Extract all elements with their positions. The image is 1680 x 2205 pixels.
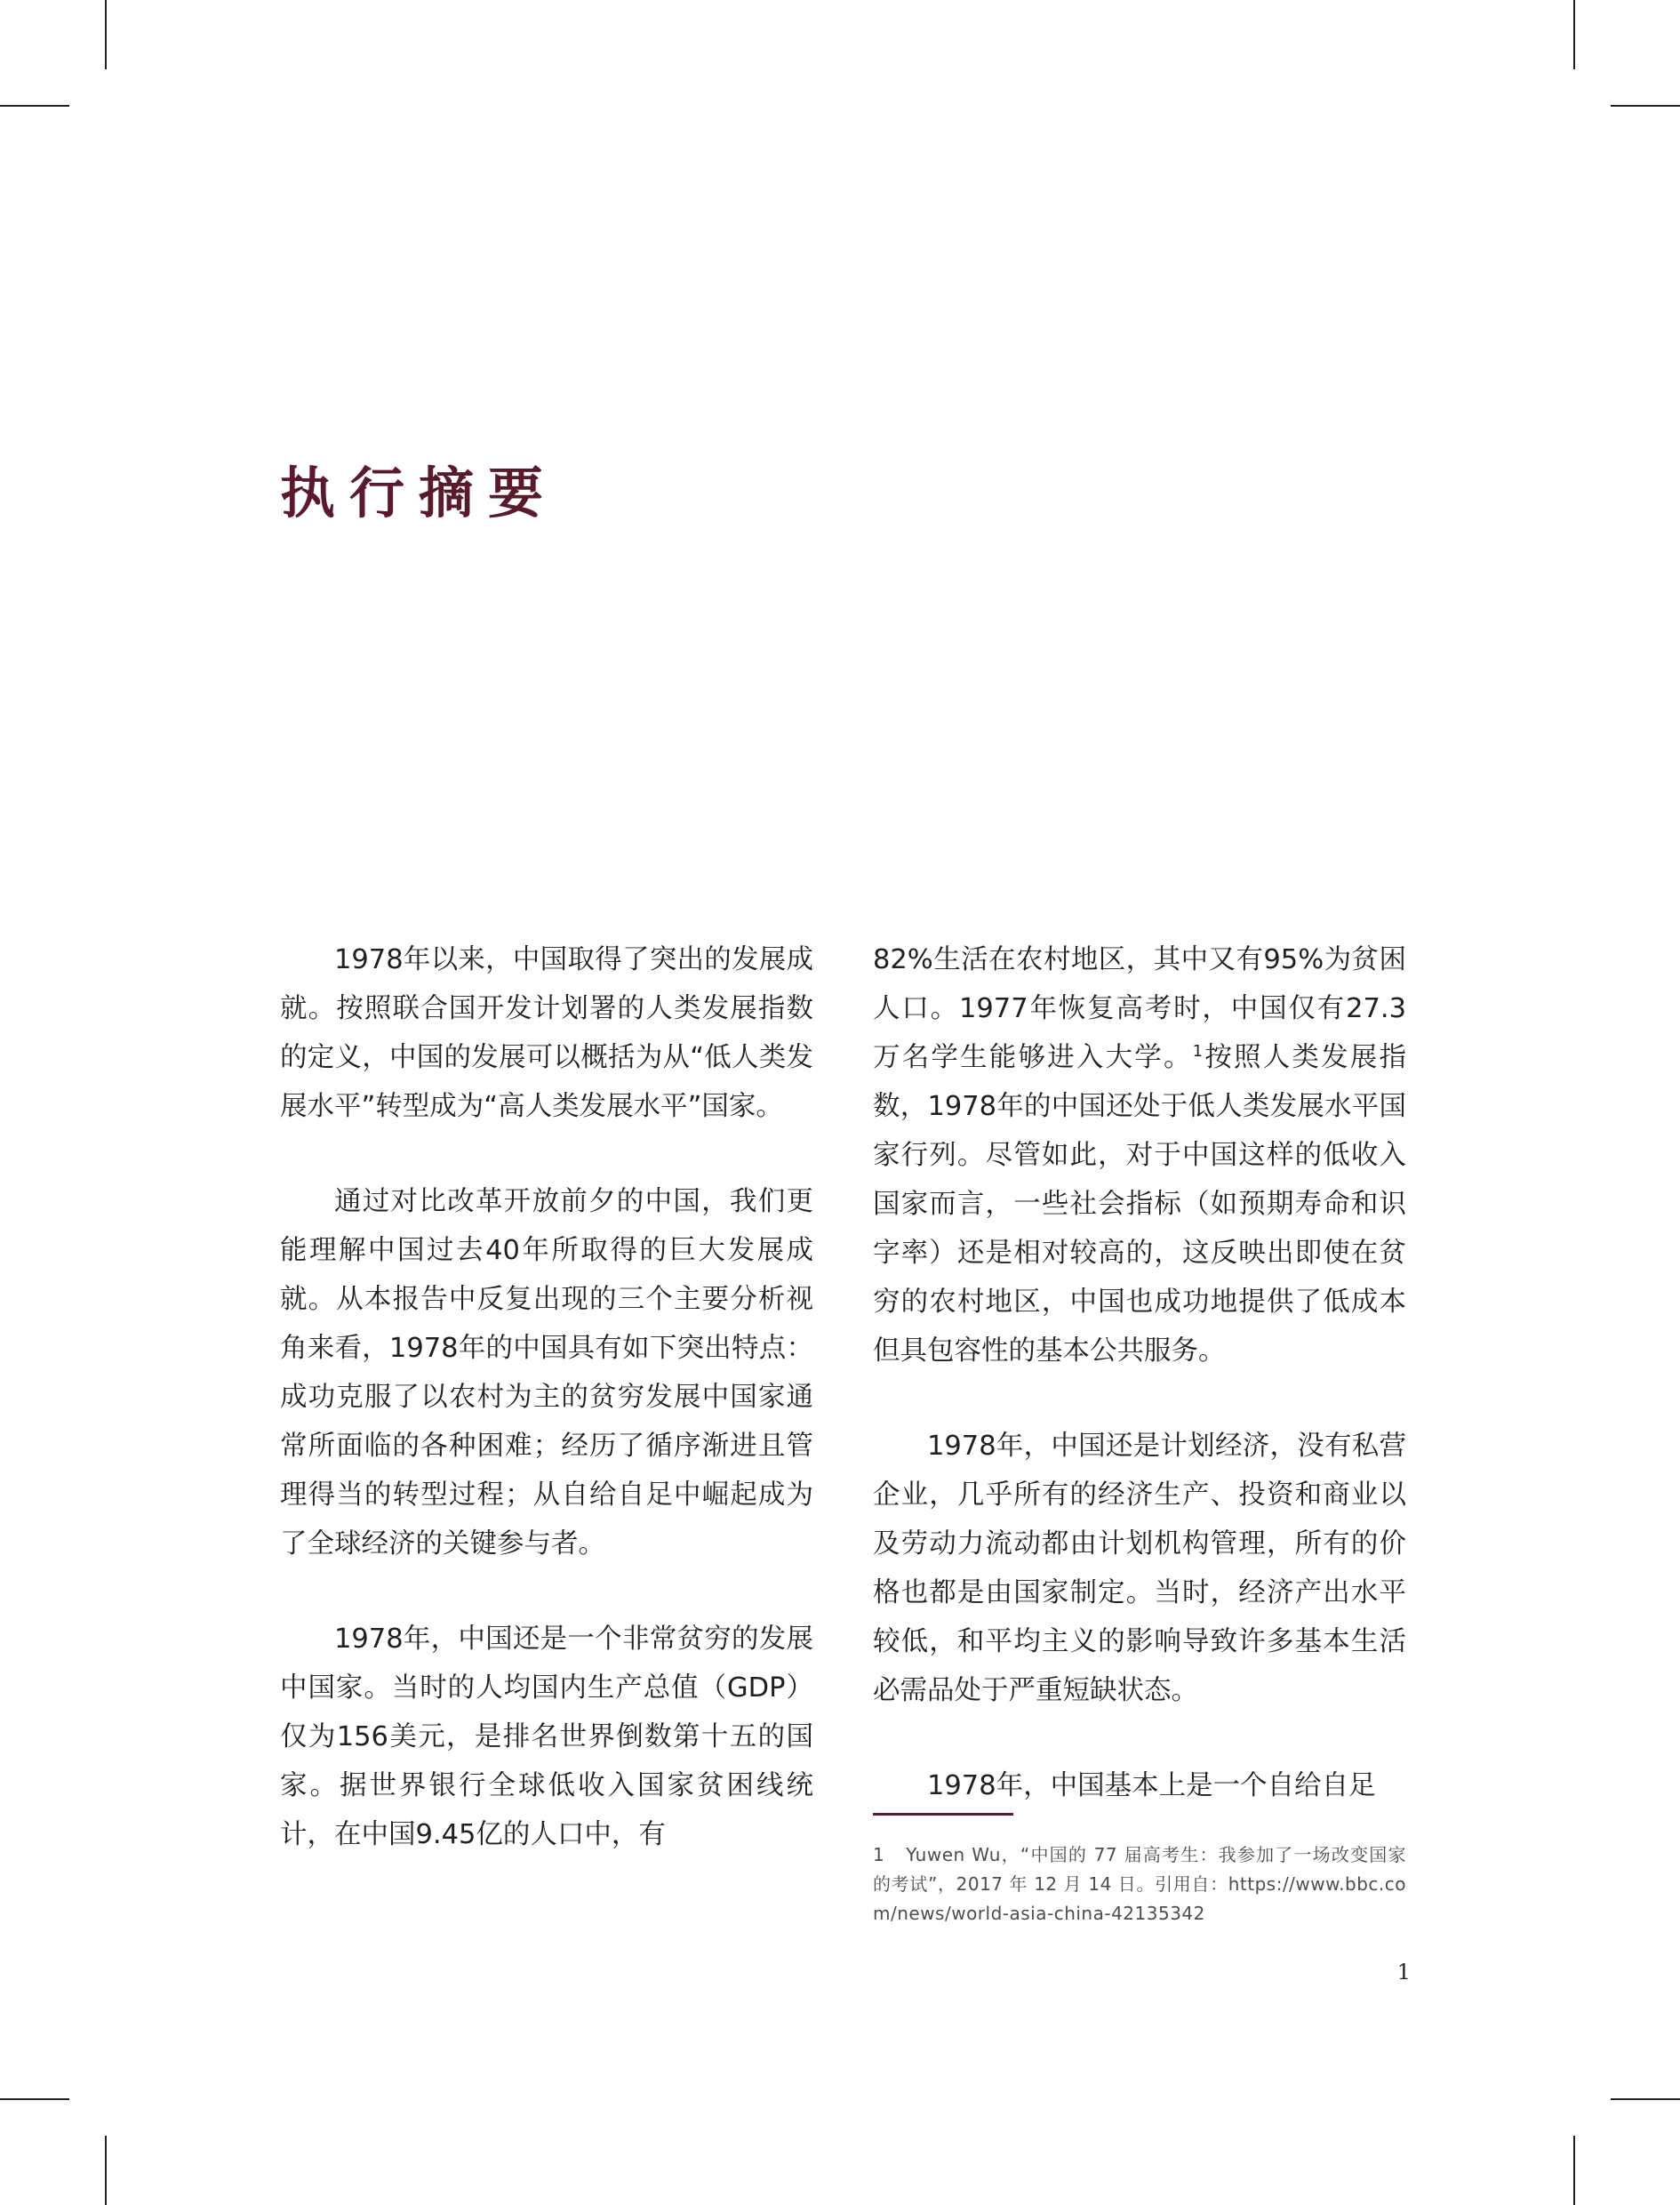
- footnote-text: Yuwen Wu，“中国的 77 届高考生：我参加了一场改变国家的考试”，2017 年 12 月 14 日。引用自：https://www.bbc.com/news/world-asia-china-42135342: [873, 1844, 1406, 1924]
- paragraph: 1978年以来，中国取得了突出的发展成就。按照联合国开发计划署的人类发展指数的定义，中国的发展可以概括为从“低人类发展水平”转型成为“高人类发展水平”国家。: [280, 944, 813, 1122]
- crop-mark: [1611, 105, 1680, 107]
- right-column: [873, 935, 1406, 1810]
- paragraph: 1978年，中国还是一个非常贫穷的发展中国家。当时的人均国内生产总值（GDP）仅为156美元，是排名世界倒数第十五的国家。据世界银行全球低收入国家贫困线统计，在中国9.45亿的人口中，有: [280, 1624, 813, 1850]
- crop-mark: [105, 0, 107, 69]
- crop-mark: [105, 2136, 107, 2205]
- paragraph-text: 按照人类发展指数，1978年的中国还处于低人类发展水平国家行列。尽管如此，对于中国这样的低收入国家而言，一些社会指标（如预期寿命和识字率）还是相对较高的，这反映出即使在贫穷的农村地区，中国也成功地提供了低成本但具包容性的基本公共服务。: [873, 1042, 1407, 1367]
- footnote-number: 1: [873, 1844, 885, 1865]
- crop-mark: [0, 105, 69, 107]
- paragraph: [873, 935, 1406, 1375]
- crop-mark: [1573, 0, 1575, 69]
- page-title: 执行摘要: [280, 461, 558, 525]
- page-number: 1: [1396, 1960, 1411, 1984]
- crop-mark: [0, 2098, 69, 2100]
- paragraph: 通过对比改革开放前夕的中国，我们更能理解中国过去40年所取得的巨大发展成就。从本报告中反复出现的三个主要分析视角来看，1978年的中国具有如下突出特点：成功克服了以农村为主的贫穷发展中国家通常所面临的各种困难；经历了循序渐进且管理得当的转型过程；从自给自足中崛起成为了全球经济的关键参与者。: [280, 1186, 813, 1560]
- paragraph: 1978年，中国还是计划经济，没有私营企业，几乎所有的经济生产、投资和商业以及劳动力流动都由计划机构管理，所有的价格也都是由国家制定。当时，经济产出水平较低，和平均主义的影响导致许多基本生活必需品处于严重短缺状态。: [873, 1431, 1406, 1706]
- paragraph-text: 82%生活在农村地区，其中又有95%为贫困人口。1977年恢复高考时，中国仅有27.3万名学生能够进入大学。: [873, 944, 1406, 1073]
- footnote: [873, 1840, 1406, 1928]
- footnote-divider: [873, 1813, 1013, 1816]
- footnote-reference[interactable]: 1: [1192, 1041, 1204, 1061]
- paragraph: 1978年，中国基本上是一个自给自足: [927, 1770, 1376, 1801]
- left-column: [280, 935, 813, 1859]
- crop-mark: [1611, 2098, 1680, 2100]
- crop-mark: [1573, 2136, 1575, 2205]
